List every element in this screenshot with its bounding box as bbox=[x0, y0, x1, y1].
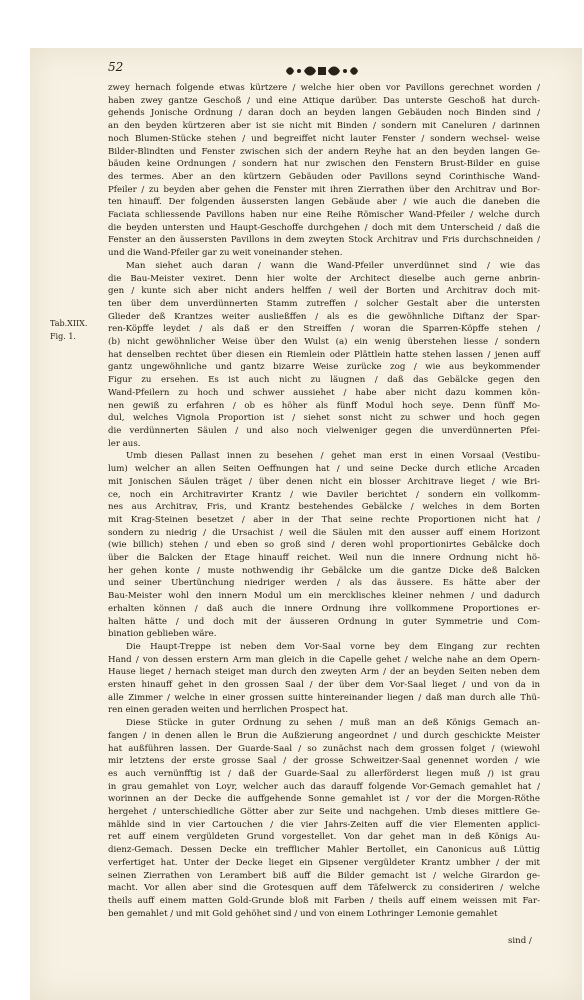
text-line: gantz ungewöhnliche und gantz bizarre Weise zurücke zog / wie aus beykommender bbox=[108, 362, 540, 373]
text-line: die verdünnerten Säulen / und also noch vielweniger gegen die unverdünnerten Pfei- bbox=[108, 425, 540, 436]
header-ornament-icon bbox=[282, 64, 362, 78]
text-line: bäuden keine Ordnungen / sondern hat nur zwischen den Fenstern Brust-Bilder en guise bbox=[108, 159, 540, 170]
page-number: 52 bbox=[108, 60, 124, 74]
text-line: Pfeiler / zu beyden aber gehen die Fenster mit ihren Zierrathen über den Architrav und Bor- bbox=[108, 184, 540, 195]
text-line: hat denselben rechtet über diesen ein Riemlein oder Plättlein hatte stehen lassen / jenen auff bbox=[108, 349, 540, 360]
text-line: Diese Stücke in guter Ordnung zu sehen / muß man an deß Königs Gemach an- bbox=[126, 718, 540, 729]
text-line: nen gewiß zu erfahren / ob es höher als fünff Modul hoch seye. Denn fünff Mo- bbox=[108, 400, 540, 411]
text-line: macht. Vor allen aber sind die Grotesquen auff dem Täfelwerck zu consideriren / welche bbox=[108, 883, 540, 894]
text-line: worinnen an der Decke die auffgehende Sonne gemahlet ist / vor der die Morgen-Röthe bbox=[108, 794, 540, 805]
text-line: gehends Jonische Ordnung / daran doch an beyden langen Gebäuden noch Binden sind / bbox=[108, 108, 540, 119]
text-line: Bilder-Blindten und Fenster zwischen sich der andern Reyhe hat an den beyden langen Ge- bbox=[108, 146, 540, 157]
text-line: erhalten können / daß auch die innere Ordnung ihre vollkommene Proportiones er- bbox=[108, 603, 540, 614]
text-line: haben zwey gantze Geschoß / und eine Attique darüber. Das unterste Geschoß hat durch- bbox=[108, 95, 540, 106]
text-line: Glieder deß Krantzes weiter ausließffen / als es die gewöhnliche Diftanz der Spar- bbox=[108, 311, 540, 322]
text-line: mählde sind in vier Cartouchen / die vier Jahrs-Zeiten auff die vier Elementen applici- bbox=[108, 819, 540, 830]
text-line: des termes. Aber an den kürtzern Gebäuden oder Pavillons seynd Corinthische Wand- bbox=[108, 171, 540, 182]
text-line: die Bau-Meister vexiret. Denn hier wolte der Architect dieselbe auch gerne anbrin- bbox=[108, 273, 540, 284]
text-line: es auch vernünfftig ist / daß der Guarde-Saal zu allerförderst liegen muß /) ist grau bbox=[108, 768, 540, 779]
text-line: ler aus. bbox=[108, 438, 141, 449]
text-line: ersten hinauff gehet in den grossen Saal / der über dem Vor-Saal lieget / und von da in bbox=[108, 680, 540, 691]
text-line: an den beyden kürtzeren aber ist sie nicht mit Binden / sondern mit Caneluren / darinnen bbox=[108, 121, 540, 132]
text-line: und seiner Ubertünchung niedriger werden / als das äussere. Es hätte aber der bbox=[108, 578, 540, 589]
text-line: gen / kunte sich aber nicht anders helffen / weil der Borten und Architrav doch mit- bbox=[108, 286, 540, 297]
text-line: dul, welches Vignola Proportion ist / siehet sonst nicht zu schwer und hoch gegen bbox=[108, 413, 540, 424]
text-line: zwey hernach folgende etwas kürtzere / welche hier oben vor Pavillons gerechnet worden / bbox=[108, 83, 540, 93]
margin-reference-figure: Fig. 1. bbox=[50, 332, 76, 341]
text-line: lum) welcher an allen Seiten Oeffnungen hat / und seine Decke durch etliche Arcaden bbox=[108, 464, 540, 475]
text-line: Umb diesen Pallast innen zu besehen / gehet man erst in einen Vorsaal (Vestibu- bbox=[126, 451, 540, 462]
body-text bbox=[108, 82, 540, 920]
text-line: (b) nicht gewöhnlicher Weise über den Wulst (a) ein wenig überstehen liesse / sondern bbox=[108, 337, 540, 348]
text-line: halten hätte / und doch mit der äusseren Ordnung in guter Symmetrie und Com- bbox=[108, 616, 540, 627]
text-line: mir letztens der erste grosse Saal / der grosse Schweitzer-Saal genennet worden / wie bbox=[108, 756, 540, 767]
text-line: noch Blumen-Stücke stehen / und begreiffet nicht lauter Fenster / sondern wechsel- weise bbox=[108, 133, 540, 144]
text-line: Hause lieget / hernach steiget man durch den zweyten Arm / der an beyden Seiten neben dem bbox=[108, 667, 540, 678]
text-line: Hand / von dessen erstern Arm man gleich in die Capelle gehet / welche nahe an dem Opern- bbox=[108, 654, 540, 665]
margin-reference-table: Tab.XIIX. bbox=[50, 319, 88, 328]
text-line: dienz-Gemach. Dessen Decke ein trefflicher Mahler Bertollet, ein Canonicus auß Lüttig bbox=[108, 845, 540, 856]
text-line: theils auff einem matten Gold-Grunde bloß mit Farben / theils auff einem weissen mit Far- bbox=[108, 896, 540, 906]
text-line: ren-Köpffe leydet / als daß er den Streiffen / woran die Sparren-Köpffe stehen / bbox=[108, 324, 540, 335]
text-line: Bau-Meister wohl den innern Modul um ein mercklisches kleiner nehmen / und dadurch bbox=[108, 591, 540, 602]
text-line: Fenster an den äussersten Pavillons in dem zweyten Stock Architrav und Fris durchschneiden / bbox=[108, 235, 540, 246]
text-line: ce, noch ein Architravirter Krantz / wie Daviler berichtet / sondern ein vollkomm- bbox=[108, 489, 540, 500]
text-line: hergehet / unterschiedliche Götter aber zur Seite und nachgehen. Umb dieses mittlere Ge- bbox=[108, 807, 540, 818]
text-line: ten über dem unverdünnerten Stamm zutreffen / solcher Gestalt aber die untersten bbox=[108, 298, 540, 309]
text-line: mit Krag-Steinen besetzet / aber in der That seine rechte Proportionen nicht hat / bbox=[108, 514, 540, 525]
text-line: ben gemahlet / und mit Gold gehöhet sind / und von einem Lothringer Lemonie gemahlet bbox=[108, 908, 498, 919]
text-line: ten hinauff. Der folgenden äussersten langen Gebäude aber / wie auch die daneben die bbox=[108, 197, 540, 208]
text-line: die beyden untersten und Haupt-Geschoffe durchgehen / doch mit dem Unterscheid / daß die bbox=[108, 222, 540, 233]
text-line: ren einen geraden weiten und herrlichen Prospect hat. bbox=[108, 705, 349, 716]
text-line: nes aus Architrav, Fris, und Krantz bestehendes Gebälcke / welches in dem Borten bbox=[108, 502, 540, 513]
text-line: in grau gemahlet von Loyr, welcher auch das darauff folgende Vor-Gemach gemahlet hat / bbox=[108, 781, 540, 792]
text-line: (wie billich) stehen / und eben so groß sind / deren wohl proportionirtes Gebälcke doch bbox=[108, 540, 540, 551]
text-line: mit Jonischen Säulen träget / über denen nicht ein blosser Architrave lieget / wie Bri- bbox=[108, 476, 540, 487]
text-line: Faciata schliessende Pavillons haben nur eine Reihe Römischer Wand-Pfeiler / welche durch bbox=[108, 210, 540, 221]
text-line: und die Wand-Pfeiler gar zu weit voneinander stehen. bbox=[108, 248, 343, 259]
text-line: ret auff einem vergüldeten Grund vorgestellet. Von dar gehet man in deß Königs Au- bbox=[108, 832, 540, 843]
page-header bbox=[0, 60, 584, 82]
text-line: Man siehet auch daran / wann die Wand-Pfeiler unverdünnet sind / wie das bbox=[126, 260, 540, 271]
text-line: bination geblieben wäre. bbox=[108, 629, 217, 640]
text-line: über die Balcken der Etage hinauff reichet. Weil nun die innere Ordnung nicht hö- bbox=[108, 553, 540, 564]
text-line: verfertiget hat. Unter der Decke lieget ein Gipsener vergüldeter Krantz umbher / der mit bbox=[108, 857, 540, 868]
text-line: fangen / in denen allen le Brun die Außzierung angeordnet / und durch geschickte Meister bbox=[108, 730, 540, 741]
text-line: Die Haupt-Treppe ist neben dem Vor-Saal vorne bey dem Eingang zur rechten bbox=[126, 641, 540, 652]
text-line: alle Zimmer / welche in einer grossen suitte hintereinander liegen / daß man durch alle Thü- bbox=[108, 692, 540, 703]
text-line: Figur zu ersehen. Es ist auch nicht zu läugnen / daß das Gebälcke gegen den bbox=[108, 375, 540, 386]
text-line: hat außführen lassen. Der Guarde-Saal / so zunächst nach dem grossen folget / (wiewohl bbox=[108, 743, 540, 754]
text-line: sondern zu niedrig / die Ursachist / weil die Säulen mit den ausser auff einem Horizont bbox=[108, 527, 540, 538]
text-line: Wand-Pfeilern zu hoch und schwer aussiehet / habe aber nicht dazu kommen kön- bbox=[108, 387, 540, 398]
text-line: her gehen konte / muste nothwendig ihr Gebälcke um die gantze Dicke deß Balcken bbox=[108, 565, 540, 576]
catchword: sind / bbox=[508, 936, 532, 946]
text-line: seinen Zierrathen von Lerambert biß auff die Bilder gemacht ist / welche Girardon ge- bbox=[108, 870, 540, 881]
